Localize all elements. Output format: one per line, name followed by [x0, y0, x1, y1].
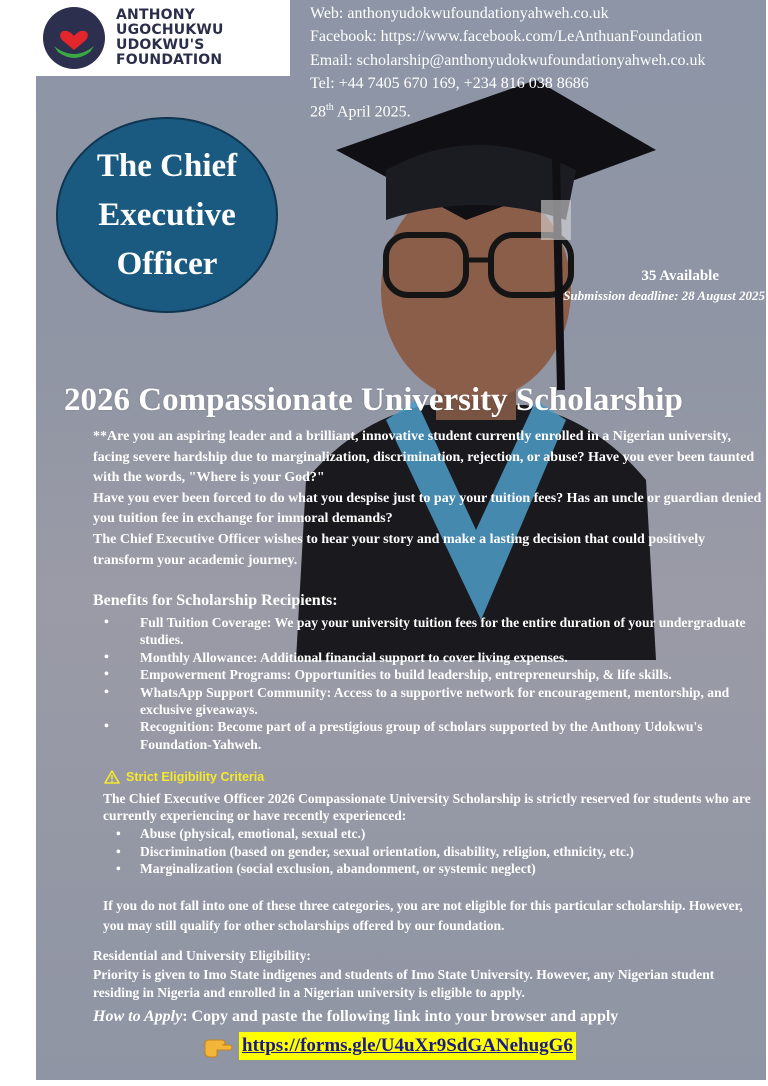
criteria-heading: [104, 770, 264, 784]
benefit-item: • Monthly Allowance: Additional financial support to cover living expenses.: [98, 649, 758, 666]
intro-paragraph: Have you ever been forced to do what you despise just to pay your tuition fees? Has an uncle or guardian denied you tuition fee in exchange for immoral demands?: [93, 490, 762, 527]
scholarship-title: 2026 Compassionate University Scholarship: [64, 382, 683, 418]
ceo-badge: [56, 117, 278, 313]
logo-line: ANTHONY: [116, 7, 195, 23]
intro-paragraph: **Are you an aspiring leader and a brilliant, innovative student currently enrolled in a Nigerian university, facing severe hardship due to marginalization, discrimination, rejection, or abuse? Have you ever been taunted with the words, "Where is your God?": [93, 429, 755, 486]
how-to-apply-label: How to Apply: [93, 1008, 183, 1025]
email-address: Email: scholarship@anthonyudokwufoundationyahweh.co.uk: [310, 51, 706, 69]
criteria-list: [112, 825, 752, 878]
criteria-item: • Discrimination (based on gender, sexual orientation, disability, religion, ethnicity, etc.): [112, 843, 752, 861]
foundation-name: [116, 8, 224, 68]
how-to-apply: [93, 1008, 618, 1026]
telephone-numbers: Tel: +44 7405 670 169, +234 816 038 8686: [310, 75, 589, 93]
benefits-heading: Benefits for Scholarship Recipients:: [93, 592, 338, 609]
criteria-heading-text: Strict Eligibility Criteria: [126, 770, 265, 784]
heart-in-hands-logo-icon: [42, 6, 106, 70]
foundation-logo: [36, 0, 290, 76]
logo-line: UGOCHUKWU: [116, 22, 224, 38]
benefit-item: • Recognition: Become part of a prestigious group of scholars supported by the Anthony Udokwu's Foundation-Yahweh.: [98, 718, 758, 753]
letter-date: [310, 96, 706, 124]
pointing-hand-icon: [203, 1034, 233, 1058]
facebook-address: Facebook: https://www.facebook.com/LeAnthuanFoundation: [310, 28, 703, 46]
ceo-badge-text: The Chief Executive Officer: [96, 147, 238, 282]
slots-available: 35 Available: [641, 268, 719, 284]
criteria-item: • Abuse (physical, emotional, sexual etc.): [112, 825, 752, 843]
benefit-item: • Full Tuition Coverage: We pay your university tuition fees for the entire duration of your undergraduate studies.: [98, 614, 758, 649]
availability-info: [520, 266, 765, 306]
date-suffix: th: [326, 101, 334, 113]
warning-icon: [104, 770, 120, 784]
how-to-apply-colon: :: [182, 1008, 188, 1025]
criteria-intro: The Chief Executive Officer 2026 Compassionate University Scholarship is strictly reserved for students who are currently experiencing or have recently experienced:: [103, 791, 751, 823]
date-rest: April 2025.: [333, 102, 411, 120]
web-address: Web: anthonyudokwufoundationyahweh.co.uk: [310, 5, 609, 22]
date-day: 28: [310, 102, 326, 120]
how-to-apply-instruction: Copy and paste the following link into your browser and apply: [187, 1008, 619, 1025]
contact-details: [310, 2, 706, 123]
apply-link-row: [203, 1032, 576, 1060]
benefit-item: • Empowerment Programs: Opportunities to build leadership, entrepreneurship, & life skills.: [98, 666, 758, 683]
submission-deadline: Submission deadline: 28 August 2025: [563, 288, 765, 303]
criteria-item: • Marginalization (social exclusion, abandonment, or systemic neglect): [112, 860, 752, 878]
not-eligible-note: If you do not fall into one of these three categories, you are not eligible for this particular scholarship. However, you may still qualify for other scholarships offered by our foundation.: [103, 898, 743, 933]
application-form-link[interactable]: https://forms.gle/U4uXr9SdGANehugG6: [239, 1032, 576, 1060]
residential-heading: Residential and University Eligibility:: [93, 948, 311, 963]
logo-line: UDOKWU'S: [116, 37, 205, 53]
logo-line: FOUNDATION: [116, 52, 223, 68]
benefit-item: • WhatsApp Support Community: Access to a supportive network for encouragement, mentorship, and exclusive giveaways.: [98, 684, 758, 719]
benefits-list: [98, 614, 758, 753]
intro-text: [93, 427, 763, 571]
residential-text: Priority is given to Imo State indigenes and students of Imo State University. However, any Nigerian student residing in Nigeria and enrolled in a Nigerian university is eligible to apply.: [93, 967, 715, 1000]
intro-paragraph: The Chief Executive Officer wishes to hear your story and make a lasting decision that could positively transform your academic journey.: [93, 531, 706, 568]
